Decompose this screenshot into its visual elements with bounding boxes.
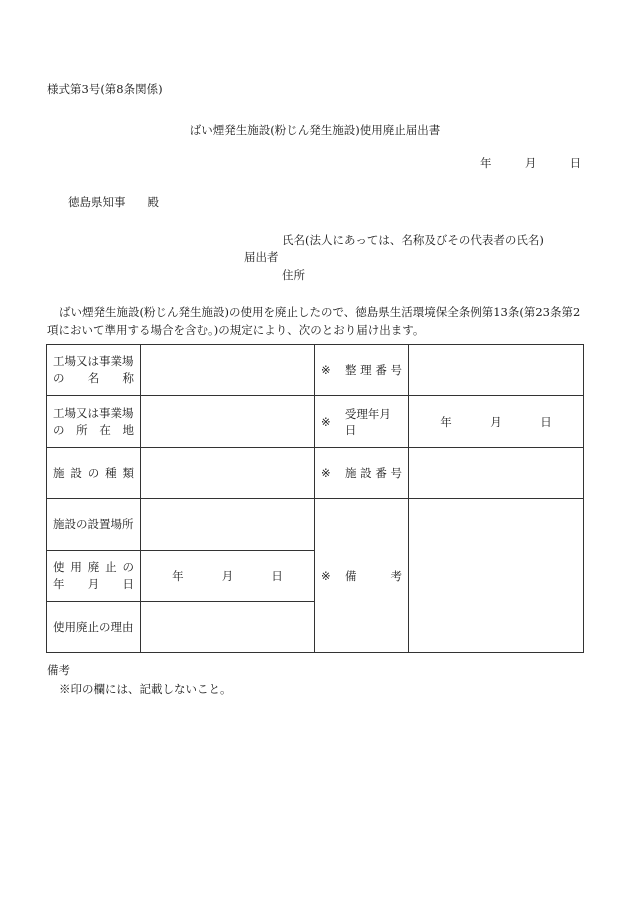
ref-number-label: ※ 整 理 番 号 [315, 345, 409, 396]
facility-type-label: 施 設 の 種 類 [47, 448, 141, 499]
abolition-reason-label: 使用廃止の理由 [47, 602, 141, 653]
factory-location-field[interactable] [141, 396, 315, 448]
notifier-label: 届出者 [244, 250, 279, 264]
facility-number-label: ※ 施 設 番 号 [315, 448, 409, 499]
date-year: 年 [480, 156, 492, 170]
table-row [47, 345, 584, 396]
addressee [68, 194, 159, 210]
facility-type-field[interactable] [141, 448, 315, 499]
body-text: ばい煙発生施設(粉じん発生施設)の使用を廃止したので、徳島県生活環境保全条例第13条(第23条第2項において準用する場合を含む。)の規定により、次のとおり届け出ます。 [47, 305, 581, 337]
notes-heading: 備考 [47, 663, 70, 677]
date-day: 日 [569, 156, 582, 170]
notes-item: ※印の欄には、記載しないこと。 [59, 682, 232, 696]
ref-number-field [409, 345, 584, 396]
abolition-reason-field[interactable] [141, 602, 315, 653]
notification-table [46, 344, 584, 653]
factory-location-label: 工場又は事業場 の 所 在 地 [47, 396, 141, 448]
factory-name-field[interactable] [141, 345, 315, 396]
notifier-address-label: 住所 [282, 268, 305, 282]
abolition-date-label: 使 用 廃 止 の 年 月 日 [47, 551, 141, 602]
remarks-field [409, 499, 584, 653]
remarks-label: ※ 備 考 [315, 499, 409, 653]
table-row [47, 448, 584, 499]
factory-name-label: 工場又は事業場 の 名 称 [47, 345, 141, 396]
document-title: ばい煙発生施設(粉じん発生施設)使用廃止届出書 [189, 123, 441, 137]
addressee-name: 徳島県知事 [68, 195, 126, 209]
table-row [47, 396, 584, 448]
received-date-label: ※ 受理年月日 [315, 396, 409, 448]
table-row [47, 499, 584, 551]
date-line [480, 155, 581, 171]
facility-place-field[interactable] [141, 499, 315, 551]
date-month: 月 [524, 156, 537, 170]
received-date-field: 年 月 日 [409, 396, 584, 448]
addressee-honorific: 殿 [147, 195, 159, 209]
facility-number-field [409, 448, 584, 499]
form-number: 様式第3号(第8条関係) [47, 82, 163, 96]
facility-place-label: 施設の設置場所 [47, 499, 141, 551]
abolition-date-field[interactable]: 年 月 日 [141, 551, 315, 602]
notifier-name-label: 氏名(法人にあっては、名称及びその代表者の氏名) [282, 233, 544, 247]
